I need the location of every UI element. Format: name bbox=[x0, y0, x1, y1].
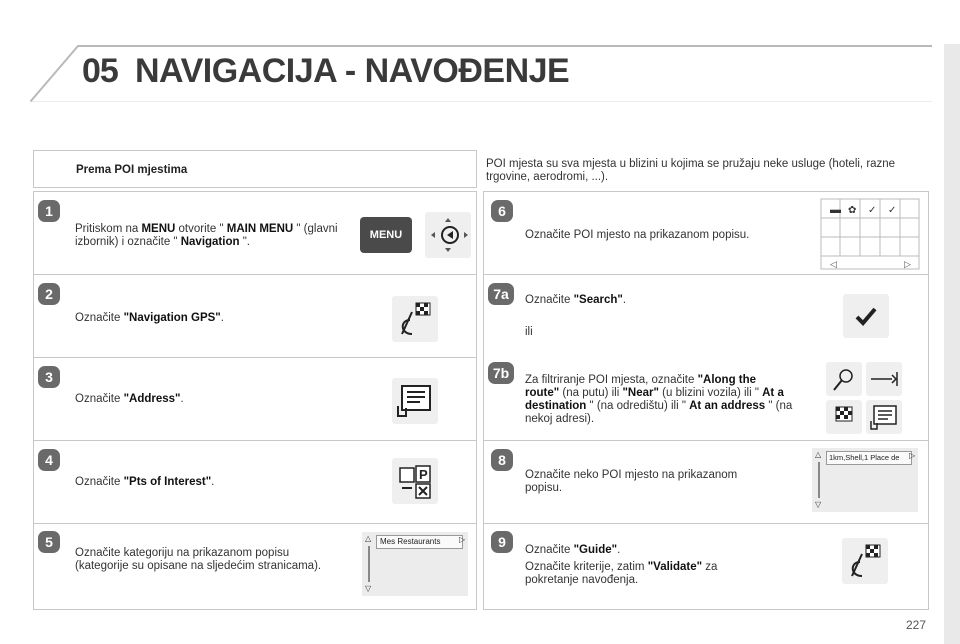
page-number: 227 bbox=[905, 618, 926, 632]
category-list-screen: △ ▽ Mes Restaurants ▷ bbox=[362, 532, 468, 596]
category-list-item: Mes Restaurants bbox=[376, 535, 463, 549]
nav-joystick-icon bbox=[425, 212, 471, 258]
address-icon bbox=[392, 378, 438, 424]
svg-text:▬: ▬ bbox=[830, 204, 841, 216]
step-badge-2: 2 bbox=[38, 283, 60, 305]
step-badge-7a: 7a bbox=[488, 283, 514, 305]
step-1-text: Pritiskom na MENU otvorite " MAIN MENU " (glavni izbornik) i označite " Navigation ". bbox=[75, 223, 338, 248]
step-badge-7b: 7b bbox=[488, 362, 514, 384]
step-4-text: Označite "Pts of Interest". bbox=[75, 476, 215, 488]
guide-icon[interactable] bbox=[842, 538, 888, 584]
poi-result-screen: △ ▽ 1km,Shell,1 Place de ▷ bbox=[812, 448, 918, 512]
chapter-title: NAVIGACIJA - NAVOĐENJE bbox=[135, 52, 570, 90]
search-checkmark-icon[interactable] bbox=[843, 294, 889, 338]
poi-grid-screen bbox=[820, 198, 920, 270]
intro-panel bbox=[33, 150, 477, 188]
navigation-gps-icon bbox=[392, 296, 438, 342]
step-3-text: Označite "Address". bbox=[75, 393, 184, 405]
svg-text:P: P bbox=[419, 467, 428, 482]
svg-text:▷: ▷ bbox=[904, 259, 911, 269]
step-badge-1: 1 bbox=[38, 200, 60, 222]
step-badge-9: 9 bbox=[491, 531, 513, 553]
step-badge-3: 3 bbox=[38, 366, 60, 388]
step-9-text-a: Označite "Guide". bbox=[525, 544, 621, 556]
svg-text:✿: ✿ bbox=[848, 205, 857, 216]
step-badge-6: 6 bbox=[491, 200, 513, 222]
near-vehicle-icon[interactable] bbox=[866, 362, 902, 396]
intro-label: Prema POI mjestima bbox=[76, 164, 188, 176]
step-6-text: Označite POI mjesto na prikazanom popisu. bbox=[525, 229, 750, 241]
page-edge-strip bbox=[944, 44, 960, 644]
step-5-text: Označite kategoriju na prikazanom popisu (kategorije su opisane na sljedećim stranicama). bbox=[75, 547, 322, 572]
svg-text:◁: ◁ bbox=[830, 259, 837, 269]
at-address-icon[interactable] bbox=[866, 400, 902, 434]
step-7a-text: Označite "Search". bbox=[525, 294, 627, 306]
step-badge-8: 8 bbox=[491, 449, 513, 471]
step-badge-5: 5 bbox=[38, 531, 60, 553]
along-route-icon[interactable] bbox=[826, 362, 862, 396]
svg-text:✓: ✓ bbox=[888, 205, 897, 216]
step-9-text-b: Označite kriterije, zatim "Validate" za pokretanje navođenja. bbox=[525, 561, 718, 586]
poi-result-item: 1km,Shell,1 Place de bbox=[826, 451, 912, 465]
svg-text:✓: ✓ bbox=[868, 205, 877, 216]
step-7b-text: Za filtriranje POI mjesta, označite "Along the route" (na putu) ili "Near" (u blizini vozila) ili " At a destination " (na odredištu) ili " At an address " (na nekoj adresi). bbox=[525, 374, 793, 425]
at-destination-icon[interactable] bbox=[826, 400, 862, 434]
intro-text: POI mjesta su sva mjesta u blizini u kojima se pružaju neke usluge (hoteli, razne trgovine, aerodromi, ...). bbox=[486, 158, 896, 183]
step-badge-4: 4 bbox=[38, 449, 60, 471]
step-2-text: Označite "Navigation GPS". bbox=[75, 312, 224, 324]
pts-of-interest-icon bbox=[392, 458, 438, 504]
step-7a-or: ili bbox=[525, 326, 533, 338]
chapter-number: 05 bbox=[82, 52, 118, 90]
step-8-text: Označite neko POI mjesto na prikazanom popisu. bbox=[525, 469, 738, 494]
menu-button[interactable]: MENU bbox=[360, 217, 412, 253]
